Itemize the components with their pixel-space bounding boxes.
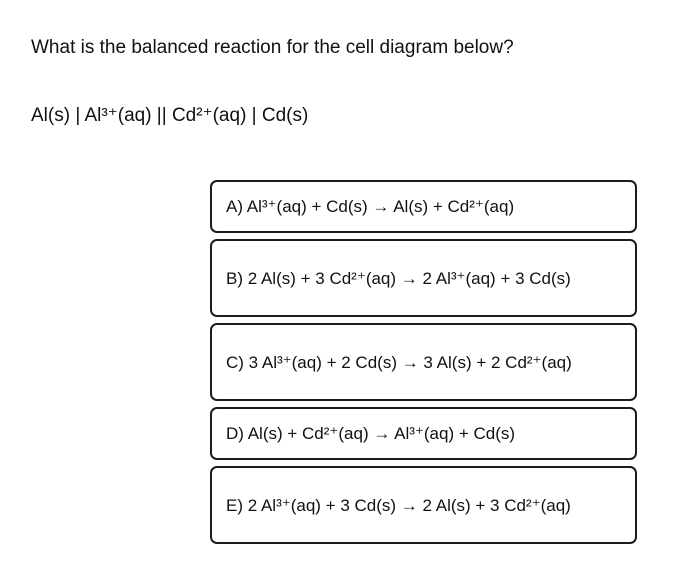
option-c-label: C) 3 Al³⁺(aq) + 2 Cd(s) → 3 Al(s) + 2 Cd²⁺(aq) [226,352,572,372]
option-a[interactable] [210,180,637,233]
option-a-label: A) Al³⁺(aq) + Cd(s) → Al(s) + Cd²⁺(aq) [226,197,515,216]
answer-options [210,180,637,550]
option-e[interactable] [210,466,637,544]
option-d[interactable] [210,407,637,460]
option-b[interactable] [210,239,637,317]
option-e-label: E) 2 Al³⁺(aq) + 3 Cd(s) → 2 Al(s) + 3 Cd²⁺(aq) [226,495,571,515]
question-text: What is the balanced reaction for the cell diagram below? [31,37,514,58]
option-d-label: D) Al(s) + Cd²⁺(aq) → Al³⁺(aq) + Cd(s) [226,424,516,443]
option-b-label: B) 2 Al(s) + 3 Cd²⁺(aq) → 2 Al³⁺(aq) + 3 Cd(s) [226,268,571,288]
option-c[interactable] [210,323,637,401]
cell-diagram: Al(s) | Al³⁺(aq) || Cd²⁺(aq) | Cd(s) [31,105,309,126]
